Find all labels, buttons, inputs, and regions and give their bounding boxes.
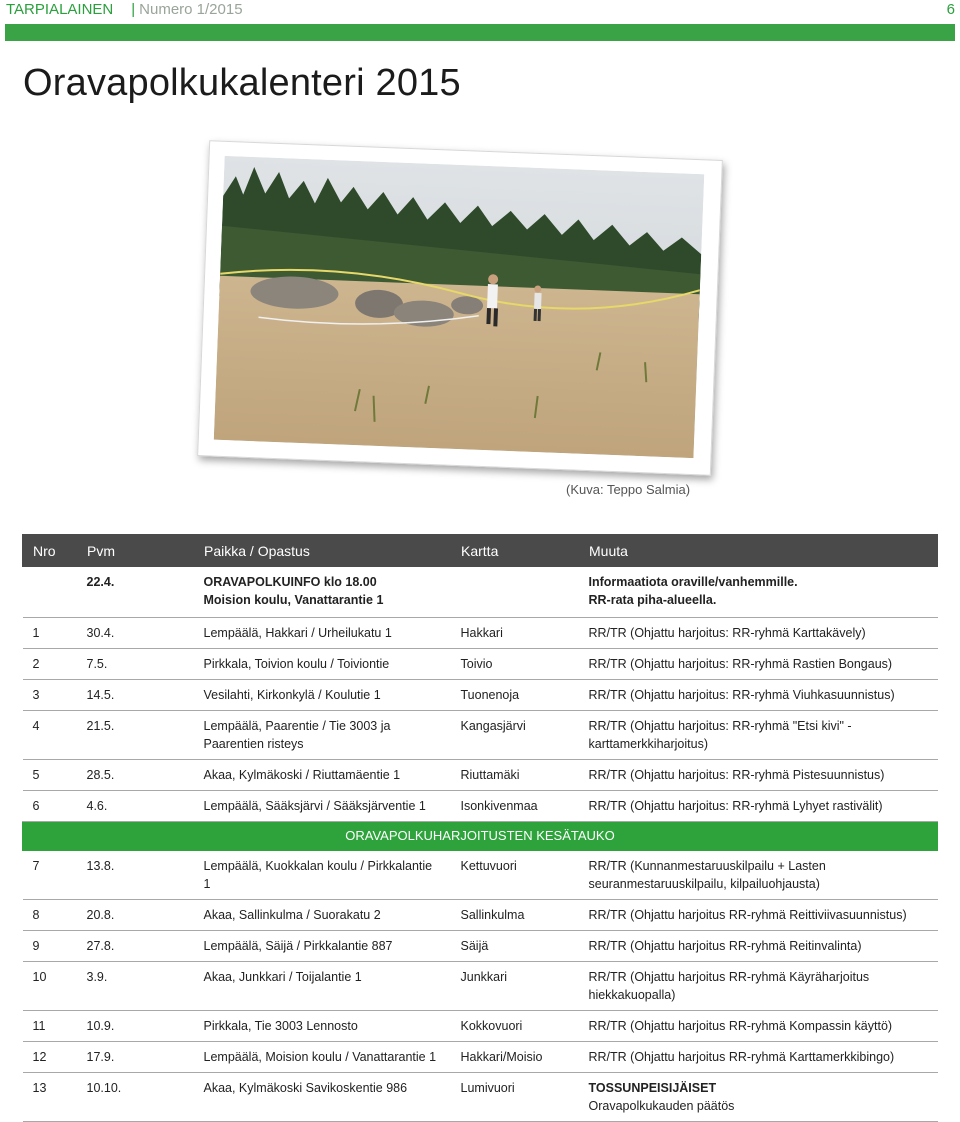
- info-location: Moision koulu, Vanattarantie 1: [203, 593, 384, 607]
- muuta-line: RR/TR (Ohjattu harjoitus: RR-ryhmä "Etsi kivi" -: [588, 719, 852, 733]
- cell-paikka: [194, 931, 451, 962]
- final-row: [23, 1073, 938, 1122]
- cell-pvm: 14.5.: [77, 680, 194, 711]
- cell-muuta: [579, 851, 938, 900]
- paikka-line: Lempäälä, Moision koulu / Vanattarantie 1: [203, 1050, 437, 1064]
- cell-pvm: 30.4.: [77, 618, 194, 649]
- paikka-line: Akaa, Kylmäkoski / Riuttamäentie 1: [203, 768, 401, 782]
- cell-pvm: 4.6.: [77, 791, 194, 822]
- table-row: [23, 931, 938, 962]
- page-header: [5, 0, 955, 22]
- section-row: [23, 822, 938, 851]
- cell-muuta: [579, 962, 938, 1011]
- page-number: 6: [946, 1, 955, 18]
- cell-nro: 10: [23, 962, 77, 1011]
- cell-nro: 3: [23, 680, 77, 711]
- paikka-line: Lempäälä, Säijä / Pirkkalantie 887: [203, 939, 393, 953]
- muuta-line: seuranmestaruuskilpailu, kilpailuohjausta): [588, 877, 820, 891]
- cell-paikka: [194, 900, 451, 931]
- cell-pvm: 7.5.: [77, 649, 194, 680]
- cell-kartta: Toivio: [451, 649, 579, 680]
- cell-paikka: [194, 760, 451, 791]
- muuta-line: RR/TR (Kunnanmestaruuskilpailu + Lasten: [588, 859, 826, 873]
- muuta-line: RR/TR (Ohjattu harjoitus RR-ryhmä Reitinvalinta): [588, 939, 862, 953]
- header-separator: |: [131, 1, 136, 18]
- info-date: 22.4.: [86, 575, 115, 589]
- table-row: [23, 962, 938, 1011]
- paikka-line: Pirkkala, Tie 3003 Lennosto: [203, 1019, 358, 1033]
- cell-muuta: [579, 711, 938, 760]
- cell-paikka: [194, 680, 451, 711]
- cell-paikka: [194, 618, 451, 649]
- photo-frame: [197, 140, 723, 475]
- cell-nro: 7: [23, 851, 77, 900]
- calendar-table: [22, 534, 938, 1122]
- cell-nro: 11: [23, 1011, 77, 1042]
- cell-paikka: [194, 851, 451, 900]
- table-header-row: [23, 535, 938, 567]
- table-row: [23, 1042, 938, 1073]
- table-row: [23, 851, 938, 900]
- muuta-line: RR/TR (Ohjattu harjoitus: RR-ryhmä Rastien Bongaus): [588, 657, 893, 671]
- cell-muuta: [579, 931, 938, 962]
- cell-pvm: 10.10.: [77, 1073, 194, 1122]
- cell-muuta: [579, 649, 938, 680]
- muuta-line: karttamerkkiharjoitus): [588, 737, 708, 751]
- cell-kartta: Sallinkulma: [451, 900, 579, 931]
- muuta-line: RR/TR (Ohjattu harjoitus: RR-ryhmä Pistesuunnistus): [588, 768, 885, 782]
- table-row: [23, 1011, 938, 1042]
- paikka-line: Lempäälä, Sääksjärvi / Sääksjärventie 1: [203, 799, 426, 813]
- cell-kartta: Hakkari: [451, 618, 579, 649]
- cell-paikka: [194, 711, 451, 760]
- muuta-line: RR/TR (Ohjattu harjoitus RR-ryhmä Karttamerkkibingo): [588, 1050, 895, 1064]
- cell-kartta: Kangasjärvi: [451, 711, 579, 760]
- cell-kartta: [451, 567, 579, 618]
- orienteering-photo: [214, 156, 705, 458]
- paikka-line: Lempäälä, Paarentie / Tie 3003 ja: [203, 719, 391, 733]
- publication-name: TARPIALAINEN: [6, 1, 114, 18]
- cell-kartta: Hakkari/Moisio: [451, 1042, 579, 1073]
- cell-pvm: [77, 567, 194, 618]
- cell-pvm: 13.8.: [77, 851, 194, 900]
- table-row: [23, 618, 938, 649]
- info-note-2: RR-rata piha-alueella.: [588, 593, 717, 607]
- cell-kartta: Tuonenoja: [451, 680, 579, 711]
- cell-pvm: 27.8.: [77, 931, 194, 962]
- paikka-line: Pirkkala, Toivion koulu / Toiviontie: [203, 657, 390, 671]
- cell-muuta: [579, 567, 938, 618]
- page-title: Oravapolkukalenteri 2015: [23, 62, 461, 104]
- cell-paikka: [194, 649, 451, 680]
- cell-muuta: [579, 900, 938, 931]
- paikka-line: Akaa, Junkkari / Toijalantie 1: [203, 970, 362, 984]
- paikka-line: Paarentien risteys: [203, 737, 304, 751]
- cell-kartta: Isonkivenmaa: [451, 791, 579, 822]
- cell-muuta: [579, 791, 938, 822]
- cell-kartta: Riuttamäki: [451, 760, 579, 791]
- cell-muuta: [579, 618, 938, 649]
- header-paikka: Paikka / Opastus: [194, 535, 451, 567]
- paikka-line: Lempäälä, Hakkari / Urheilukatu 1: [203, 626, 392, 640]
- muuta-line: hiekkakuopalla): [588, 988, 676, 1002]
- final-subtitle: Oravapolkukauden päätös: [588, 1099, 735, 1113]
- header-nro: Nro: [23, 535, 77, 567]
- muuta-line: RR/TR (Ohjattu harjoitus: RR-ryhmä Karttakävely): [588, 626, 866, 640]
- cell-nro: 1: [23, 618, 77, 649]
- cell-nro: [23, 567, 77, 618]
- cell-nro: 12: [23, 1042, 77, 1073]
- cell-paikka: [194, 962, 451, 1011]
- cell-pvm: 20.8.: [77, 900, 194, 931]
- cell-nro: 13: [23, 1073, 77, 1122]
- table-row: [23, 900, 938, 931]
- cell-kartta: Kettuvuori: [451, 851, 579, 900]
- cell-paikka: [194, 1042, 451, 1073]
- table-row: [23, 760, 938, 791]
- cell-muuta: [579, 1073, 938, 1122]
- cell-kartta: Lumivuori: [451, 1073, 579, 1122]
- cell-nro: 2: [23, 649, 77, 680]
- info-title: ORAVAPOLKUINFO klo 18.00: [203, 575, 377, 589]
- cell-paikka: Akaa, Kylmäkoski Savikoskentie 986: [194, 1073, 451, 1122]
- muuta-line: RR/TR (Ohjattu harjoitus: RR-ryhmä Viuhkasuunnistus): [588, 688, 895, 702]
- cell-nro: 6: [23, 791, 77, 822]
- muuta-line: RR/TR (Ohjattu harjoitus RR-ryhmä Kompassin käyttö): [588, 1019, 893, 1033]
- info-row: [23, 567, 938, 618]
- info-note-1: Informaatiota oraville/vanhemmille.: [588, 575, 798, 589]
- cell-muuta: [579, 1011, 938, 1042]
- section-label: ORAVAPOLKUHARJOITUSTEN KESÄTAUKO: [23, 822, 938, 851]
- cell-pvm: 21.5.: [77, 711, 194, 760]
- cell-paikka: [194, 567, 451, 618]
- paikka-line: Lempäälä, Kuokkalan koulu / Pirkkalantie 1: [203, 859, 433, 891]
- cell-kartta: Kokkovuori: [451, 1011, 579, 1042]
- cell-pvm: 17.9.: [77, 1042, 194, 1073]
- table-row: [23, 649, 938, 680]
- cell-paikka: [194, 791, 451, 822]
- cell-pvm: 3.9.: [77, 962, 194, 1011]
- cell-nro: 5: [23, 760, 77, 791]
- cell-muuta: [579, 1042, 938, 1073]
- photo-caption: (Kuva: Teppo Salmia): [566, 482, 691, 497]
- muuta-line: RR/TR (Ohjattu harjoitus: RR-ryhmä Lyhyet rastivälit): [588, 799, 883, 813]
- header-muuta: Muuta: [579, 535, 938, 567]
- header-kartta: Kartta: [451, 535, 579, 567]
- cell-muuta: [579, 760, 938, 791]
- header-green-rule: [5, 24, 955, 41]
- muuta-line: RR/TR (Ohjattu harjoitus RR-ryhmä Käyräharjoitus: [588, 970, 870, 984]
- cell-nro: 4: [23, 711, 77, 760]
- cell-muuta: [579, 680, 938, 711]
- cell-paikka: [194, 1011, 451, 1042]
- cell-pvm: 28.5.: [77, 760, 194, 791]
- paikka-line: Akaa, Sallinkulma / Suorakatu 2: [203, 908, 381, 922]
- paikka-line: Vesilahti, Kirkonkylä / Koulutie 1: [203, 688, 381, 702]
- cell-nro: 9: [23, 931, 77, 962]
- muuta-line: RR/TR (Ohjattu harjoitus RR-ryhmä Reittiviivasuunnistus): [588, 908, 907, 922]
- cell-pvm: 10.9.: [77, 1011, 194, 1042]
- cell-kartta: Junkkari: [451, 962, 579, 1011]
- issue-number: Numero 1/2015: [139, 1, 243, 18]
- cell-kartta: Säijä: [451, 931, 579, 962]
- header-pvm: Pvm: [77, 535, 194, 567]
- final-title: TOSSUNPEISIJÄISET: [588, 1081, 717, 1095]
- table-row: [23, 680, 938, 711]
- cell-nro: 8: [23, 900, 77, 931]
- table-row: [23, 711, 938, 760]
- table-row: [23, 791, 938, 822]
